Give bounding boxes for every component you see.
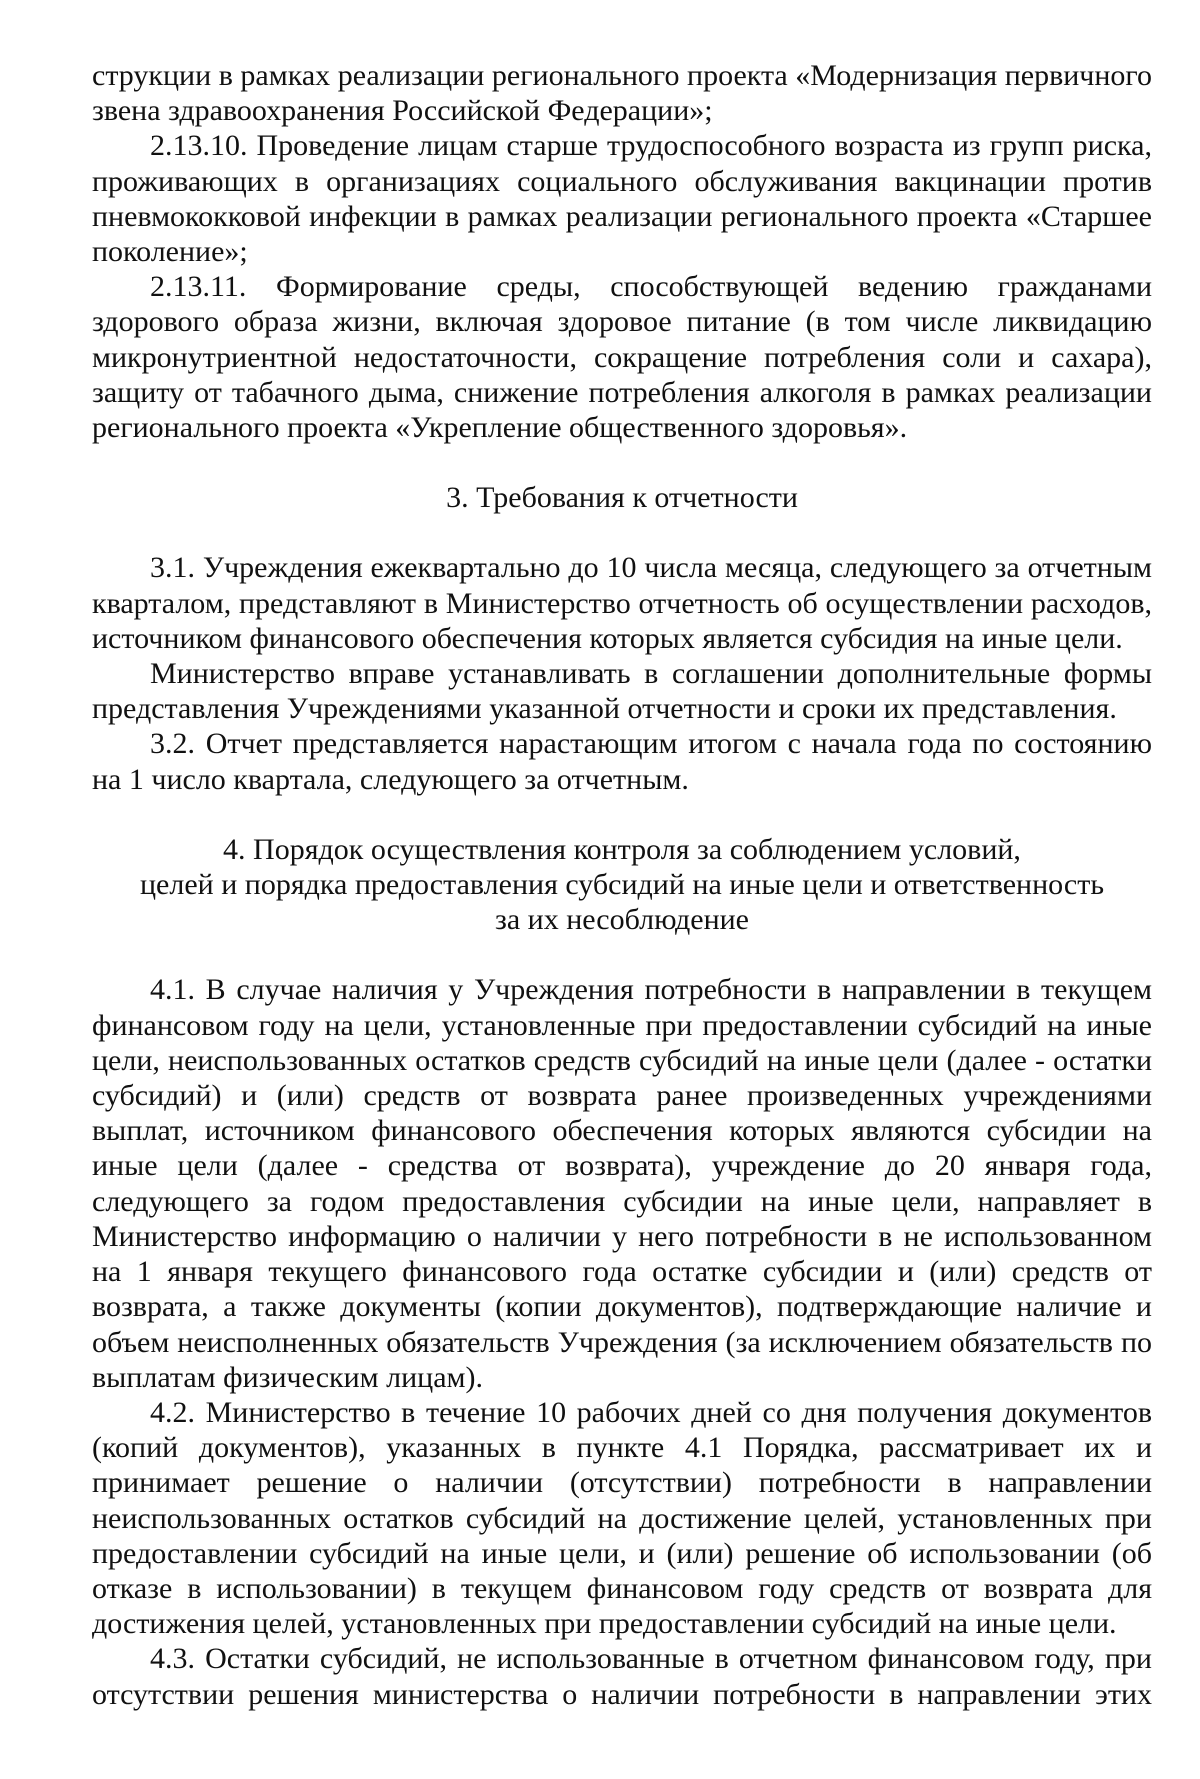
- paragraph-2-13-11: 2.13.11. Формирование среды, способствующей ведению гражданами здорового образа жизни, включая здоровое питание (в том числе ликвидацию микронутриентной недостаточности, сокращение потребления соли и сахара), защиту от табачного дыма, снижение потребления алкоголя в рамках реализации регионального проекта «Укрепление общественного здоровья».: [92, 270, 1152, 445]
- section-spacer: [92, 445, 1152, 480]
- paragraph-4-1: 4.1. В случае наличия у Учреждения потребности в направлении в текущем финансовом году на цели, установленные при предоставлении субсидий на иные цели, неиспользованных остатков средств субсидий на иные цели (далее - остатки субсидий) и (или) средств от возврата ранее произведенных учреждениями выплат, источником финансового обеспечения которых являются субсидии на иные цели (далее - средства от возврата), учреждение до 20 января года, следующего за годом предоставления субсидии на иные цели, направляет в Министерство информацию о наличии у него потребности в не использованном на 1 января текущего финансового года остатке субсидии и (или) средств от возврата, а также документы (копии документов), подтверждающие наличие и объем неисполненных обязательств Учреждения (за исключением обязательств по выплатам физическим лицам).: [92, 973, 1152, 1394]
- document-page: [92, 58, 1152, 1712]
- section-4-title-line-1: 4. Порядок осуществления контроля за соблюдением условий,: [223, 832, 1021, 866]
- section-spacer: [92, 797, 1152, 832]
- paragraph-3-1: 3.1. Учреждения ежеквартально до 10 числа месяца, следующего за отчетным кварталом, представляют в Министерство отчетность об осуществлении расходов, источником финансового обеспечения которых является субсидия на иные цели.: [92, 551, 1152, 655]
- section-spacer: [92, 937, 1152, 972]
- paragraph-4-2: 4.2. Министерство в течение 10 рабочих дней со дня получения документов (копий документов), указанных в пункте 4.1 Порядка, рассматривает их и принимает решение о наличии (отсутствии) потребности в направлении неиспользованных остатков субсидий на достижение целей, установленных при предоставлении субсидий на иные цели, и (или) решение об использовании (об отказе в использовании) в текущем финансовом году средств от возврата для достижения целей, установленных при предоставлении субсидий на иные цели.: [92, 1395, 1152, 1641]
- section-4-title-line-2: целей и порядка предоставления субсидий на иные цели и ответственность: [140, 868, 1104, 902]
- paragraph-2-13-9-tail: струкции в рамках реализации регионального проекта «Модернизация первичного звена здравоохранения Российской Федерации»;: [92, 59, 1152, 128]
- section-3-title: 3. Требования к отчетности: [446, 481, 798, 515]
- paragraph-3-1-b: Министерство вправе устанавливать в соглашении дополнительные формы представления Учреждениями указанной отчетности и сроки их представления.: [92, 657, 1152, 726]
- paragraph-2-13-10: 2.13.10. Проведение лицам старше трудоспособного возраста из групп риска, проживающих в организациях социального обслуживания вакцинации против пневмококковой инфекции в рамках реализации регионального проекта «Старшее поколение»;: [92, 129, 1152, 269]
- section-4-title-line-3: за их несоблюдение: [494, 903, 750, 937]
- paragraph-3-2: 3.2. Отчет представляется нарастающим итогом с начала года по состоянию на 1 число квартала, следующего за отчетным.: [92, 727, 1152, 796]
- paragraph-4-3: 4.3. Остатки субсидий, не использованные в отчетном финансовом году, при отсутствии решения министерства о наличии потребности в направлении этих: [92, 1642, 1152, 1711]
- section-spacer: [92, 515, 1152, 550]
